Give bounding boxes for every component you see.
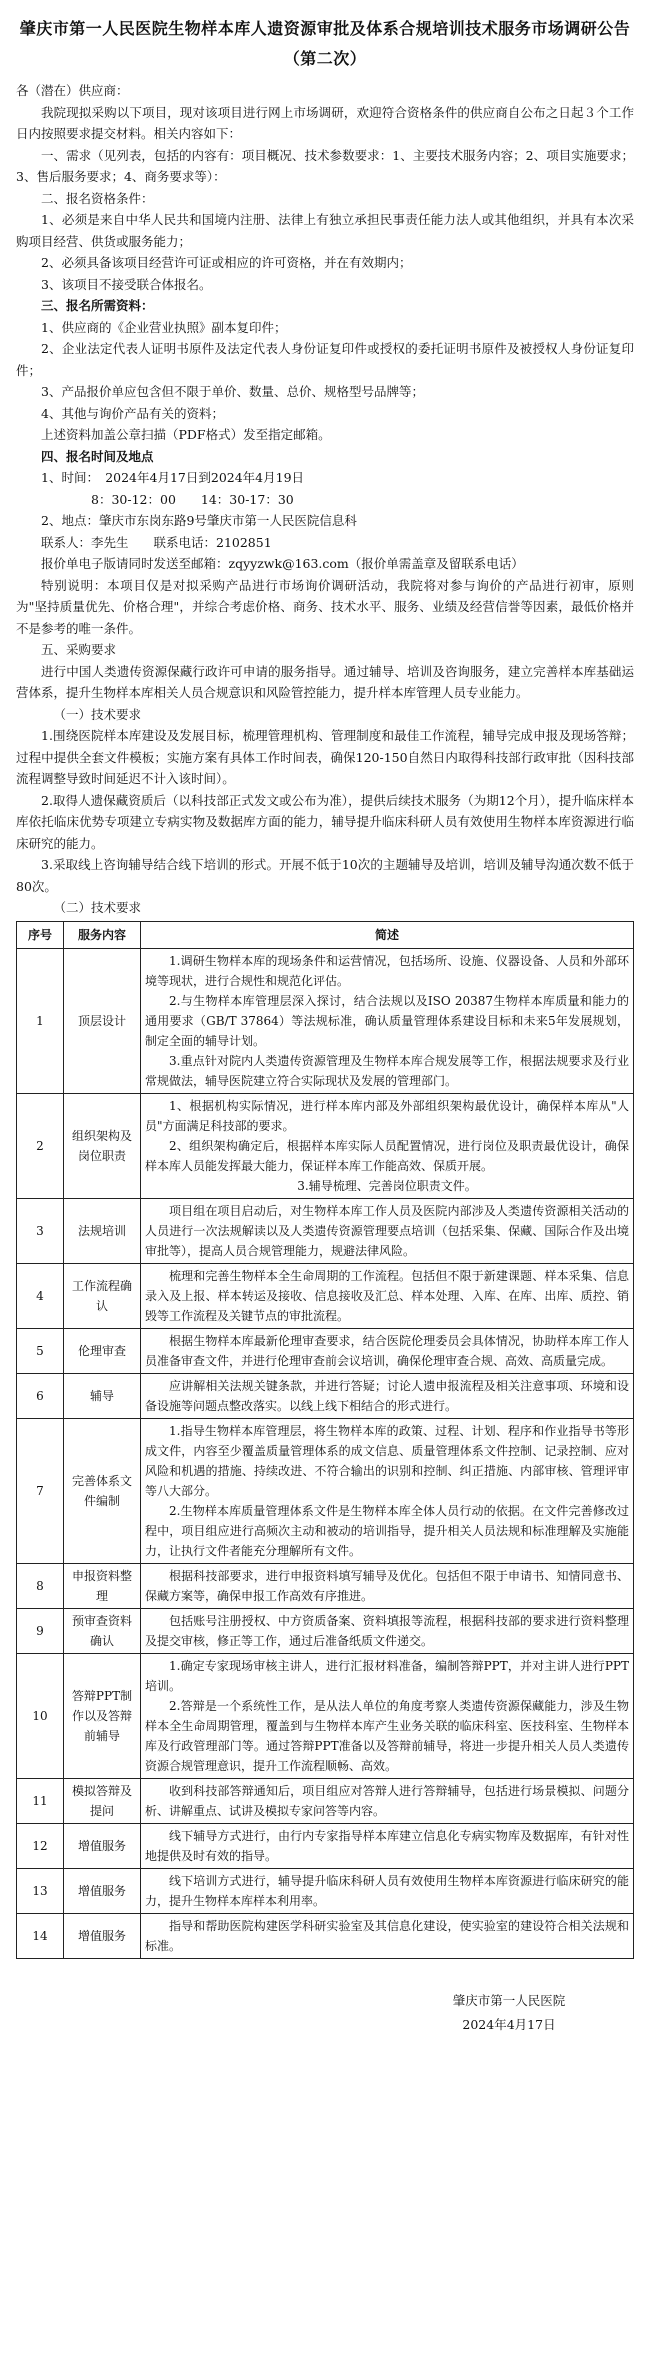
row-desc [141,1913,634,1958]
row-service: 答辩PPT制作以及答辩前辅导 [64,1653,141,1778]
desc-line: 3.重点针对院内人类遗传资源管理及生物样本库合规发展等工作，根据法规要求及行业常规做法，辅导医院建立符合实际现状及发展的管理部门。 [145,1053,629,1088]
table-row [17,1418,634,1563]
row-service: 法规培训 [64,1198,141,1263]
desc-line: 根据科技部要求，进行申报资料填写辅导及优化。包括但不限于申请书、知情同意书、保藏方案等，确保申报工作高效有序推进。 [145,1568,629,1603]
signature-org: 肇庆市第一人民医院 [452,1992,566,2008]
table-row [17,1868,634,1913]
page-title: 肇庆市第一人民医院生物样本库人遗资源审批及体系合规培训技术服务市场调研公告（第二次） [19,19,631,68]
table-row [17,1563,634,1608]
row-desc [141,1198,634,1263]
row-no: 11 [17,1778,64,1823]
table-row [17,1198,634,1263]
desc-line: 线下辅导方式进行，由行内专家指导样本库建立信息化专病实物库及数据库，有针对性地提供及时有效的指导。 [145,1828,629,1863]
desc-line: 2.与生物样本库管理层深入探讨，结合法规以及ISO 20387生物样本库质量和能力的通用要求（GB/T 37864）等法规标准，确认质量管理体系建设目标和未来5年发展规划，制定全面的辅导计划。 [145,993,629,1048]
row-service: 组织架构及岗位职责 [64,1093,141,1198]
tech-req-item: 2.取得人遗保藏资质后（以科技部正式发文或公布为准），提供后续技术服务（为期12个月），提升临床样本库依托临床优势专项建立专病实物及数据库方面的能力，辅导提升临床科研人员有效使用生物样本库资源进行临床研究的能力。 [16,792,634,851]
section-5-text: 进行中国人类遗传资源保藏行政许可申请的服务指导。通过辅导、培训及咨询服务，建立完善样本库基础运营体系，提升生物样本库相关人员合规意识和风险管控能力，提升样本库管理人员专业能力。 [16,663,634,700]
signature-block [16,1989,634,2037]
table-row [17,1093,634,1198]
section-3-item: 上述资料加盖公章扫描（PDF格式）发至指定邮箱。 [41,427,331,442]
desc-line: 指导和帮助医院构建医学科研实验室及其信息化建设，使实验室的建设符合相关法规和标准。 [145,1918,629,1953]
table-row [17,1263,634,1328]
row-service: 辅导 [64,1373,141,1418]
desc-line: 2.答辩是一个系统性工作，是从法人单位的角度考察人类遗传资源保藏能力，涉及生物样本全生命周期管理，覆盖到与生物样本库产生业务关联的临床科室、医技科室、生物样本库及行政管理部门等。通过答辩PPT准备以及答辩前辅导，将进一步提升相关人员人类遗传资源合规管理意识，提升工作流程顺畅、高效。 [145,1698,629,1773]
row-no: 2 [17,1093,64,1198]
row-desc [141,1778,634,1823]
desc-line: 应讲解相关法规关键条款，并进行答疑；讨论人遗申报流程及相关注意事项、环境和设备设施等问题点整改落实。以线上线下相结合的形式进行。 [145,1378,629,1413]
row-no: 9 [17,1608,64,1653]
tech-req-list [16,725,634,897]
row-service: 伦理审查 [64,1328,141,1373]
table-row [17,948,634,1093]
email-info: 报价单电子版请同时发送至邮箱：zqyyzwk@163.com（报价单需盖章及留联系电话） [41,556,524,571]
row-service: 工作流程确认 [64,1263,141,1328]
announcement-page [16,0,634,2037]
desc-line: 包括账号注册授权、中方资质备案、资料填报等流程，根据科技部的要求进行资料整理及提交审核，修正等工作，通过后准备纸质文件递交。 [145,1613,629,1648]
row-no: 4 [17,1263,64,1328]
row-no: 10 [17,1653,64,1778]
section-3-item: 1、供应商的《企业营业执照》副本复印件； [41,319,287,335]
table-row [17,1373,634,1418]
section-3-item: 3、产品报价单应包含但不限于单价、数量、总价、规格型号品牌等； [41,384,424,399]
tech-req-heading-2: （二）技术要求 [53,900,142,915]
section-5-title: 五、采购要求 [41,642,117,657]
row-no: 12 [17,1823,64,1868]
table-row [17,1328,634,1373]
desc-line: 1.指导生物样本库管理层，将生物样本库的政策、过程、计划、程序和作业指导书等形成文件，内容至少覆盖质量管理体系的成文信息、质量管理体系文件控制、记录控制、应对风险和机遇的措施、持续改进、不符合输出的识别和控制、纠正措施、内部审核、管理评审等八大部分。 [145,1423,629,1498]
row-service: 顶层设计 [64,948,141,1093]
table-header-row [17,921,634,948]
table-row [17,1778,634,1823]
tech-req-item: 1.围绕医院样本库建设及发展目标，梳理管理机构、管理制度和最佳工作流程，辅导完成申报及现场答辩；过程中提供全套文件模板；实施方案有具体工作时间表，确保120-150自然日内取得科技部行政审批（因科技部流程调整导致时间延迟不计入该时间）。 [16,728,634,786]
section-2-title: 二、报名资格条件： [41,190,154,206]
row-desc [141,1328,634,1373]
desc-line: 收到科技部答辩通知后，项目组应对答辩人进行答辩辅导，包括进行场景模拟、问题分析、讲解重点、试讲及模拟专家问答等内容。 [145,1783,629,1818]
row-desc [141,948,634,1093]
section-3-list [16,317,634,446]
table-row [17,1913,634,1958]
section-4-title: 四、报名时间及地点 [41,448,154,464]
table-row [17,1608,634,1653]
row-no: 1 [17,948,64,1093]
row-desc [141,1093,634,1198]
row-desc [141,1608,634,1653]
signature-date: 2024年4月17日 [462,2016,556,2032]
row-service: 完善体系文件编制 [64,1418,141,1563]
section-2-item: 3、该项目不接受联合体报名。 [41,276,212,292]
registration-time: 1、时间： 2024年4月17日到2024年4月19日 [41,470,305,485]
row-service: 预审查资料确认 [64,1608,141,1653]
section-2-list [16,209,634,295]
desc-line: 3.辅导梳理、完善岗位职责文件。 [297,1178,477,1193]
col-header-service: 服务内容 [64,921,141,948]
row-no: 7 [17,1418,64,1563]
row-service: 增值服务 [64,1913,141,1958]
section-2-item: 1、必须是来自中华人民共和国境内注册、法律上有独立承担民事责任能力法人或其他组织，并具有本次采购项目经营、供货或服务能力； [16,212,634,249]
row-no: 5 [17,1328,64,1373]
row-desc [141,1373,634,1418]
row-service: 模拟答辩及提问 [64,1778,141,1823]
service-table [16,921,634,1959]
table-row [17,1653,634,1778]
desc-line: 线下培训方式进行，辅导提升临床科研人员有效使用生物样本库资源进行临床研究的能力，提升生物样本库样本利用率。 [145,1873,629,1908]
section-3-item: 2、企业法定代表人证明书原件及法定代表人身份证复印件或授权的委托证明书原件及被授权人身份证复印件； [16,341,634,378]
contact-info: 联系人：李先生 联系电话：2102851 [41,534,272,550]
row-no: 3 [17,1198,64,1263]
col-header-desc: 简述 [141,921,634,948]
row-service: 增值服务 [64,1868,141,1913]
row-service: 申报资料整理 [64,1563,141,1608]
desc-line: 梳理和完善生物样本全生命周期的工作流程。包括但不限于新建课题、样本采集、信息录入及上报、样本转运及接收、信息接收及汇总、样本处理、入库、在库、出库、质控、销毁等工作流程及关键节点的审批流程。 [145,1268,629,1323]
desc-line: 1、根据机构实际情况，进行样本库内部及外部组织架构最优设计，确保样本库从"人员"方面满足科技部的要求。 [145,1098,629,1133]
row-desc [141,1263,634,1328]
row-desc [141,1823,634,1868]
section-3-title: 三、报名所需资料： [41,298,154,313]
desc-line: 1.调研生物样本库的现场条件和运营情况，包括场所、设施、仪器设备、人员和外部环境等现状，进行合规性和规范化评估。 [145,953,629,988]
desc-line: 2.生物样本库质量管理体系文件是生物样本库全体人员行动的依据。在文件完善修改过程中，项目组应进行高频次主动和被动的培训指导，提升相关人员法规和标准理解及实施能力，让执行文件者能充分理解所有文件。 [145,1503,629,1558]
row-service: 增值服务 [64,1823,141,1868]
greeting: 各（潜在）供应商： [16,83,129,98]
desc-line: 2、组织架构确定后，根据样本库实际人员配置情况，进行岗位及职责最优设计，确保样本库人员能发挥最大能力，保证样本库工作能高效、保质开展。 [145,1138,629,1173]
registration-place: 2、地点：肇庆市东岗东路9号肇庆市第一人民医院信息科 [41,513,357,528]
desc-line: 项目组在项目启动后，对生物样本库工作人员及医院内部涉及人类遗传资源相关活动的人员进行一次法规解读以及人类遗传资源管理要点培训（包括采集、保藏、国际合作及出境审批等），提高人员合规管理能力，规避法律风险。 [145,1203,629,1258]
section-2-item: 2、必须具备该项目经营许可证或相应的许可资格，并在有效期内； [41,255,412,270]
section-1-title: 一、需求（见列表，包括的内容有：项目概况、技术参数要求：1、主要技术服务内容；2、项目实施要求；3、售后服务要求；4、商务要求等）： [16,147,634,184]
row-no: 6 [17,1373,64,1418]
desc-line: 1.确定专家现场审核主讲人，进行汇报材料准备，编制答辩PPT，并对主讲人进行PPT培训。 [145,1658,629,1693]
registration-hours: 8：30-12：00 14：30-17：30 [91,491,294,507]
row-desc [141,1653,634,1778]
tech-req-item: 3.采取线上咨询辅导结合线下培训的形式。开展不低于10次的主题辅导及培训，培训及辅导沟通次数不低于80次。 [16,857,634,894]
row-no: 14 [17,1913,64,1958]
row-no: 13 [17,1868,64,1913]
tech-req-heading-1: （一）技术要求 [53,706,142,722]
table-row [17,1823,634,1868]
desc-line: 根据生物样本库最新伦理审查要求，结合医院伦理委员会具体情况，协助样本库工作人员准备审查文件，并进行伦理审查前会议培训，确保伦理审查合规、高效、高质量完成。 [145,1333,629,1368]
row-desc [141,1563,634,1608]
col-header-no: 序号 [17,921,64,948]
section-3-item: 4、其他与询价产品有关的资料； [41,405,224,421]
row-desc [141,1868,634,1913]
intro-text: 我院现拟采购以下项目，现对该项目进行网上市场调研，欢迎符合资格条件的供应商自公布之日起３个工作日内按照要求提交材料。相关内容如下： [16,104,634,141]
special-note: 特别说明：本项目仅是对拟采购产品进行市场询价调研活动，我院将对参与询价的产品进行初审，原则为"坚持质量优先、价格合理"，并综合考虑价格、商务、技术水平、服务、业绩及经营信誉等因素，最低价格并不是参考的唯一条件。 [16,577,634,636]
row-no: 8 [17,1563,64,1608]
row-desc [141,1418,634,1563]
